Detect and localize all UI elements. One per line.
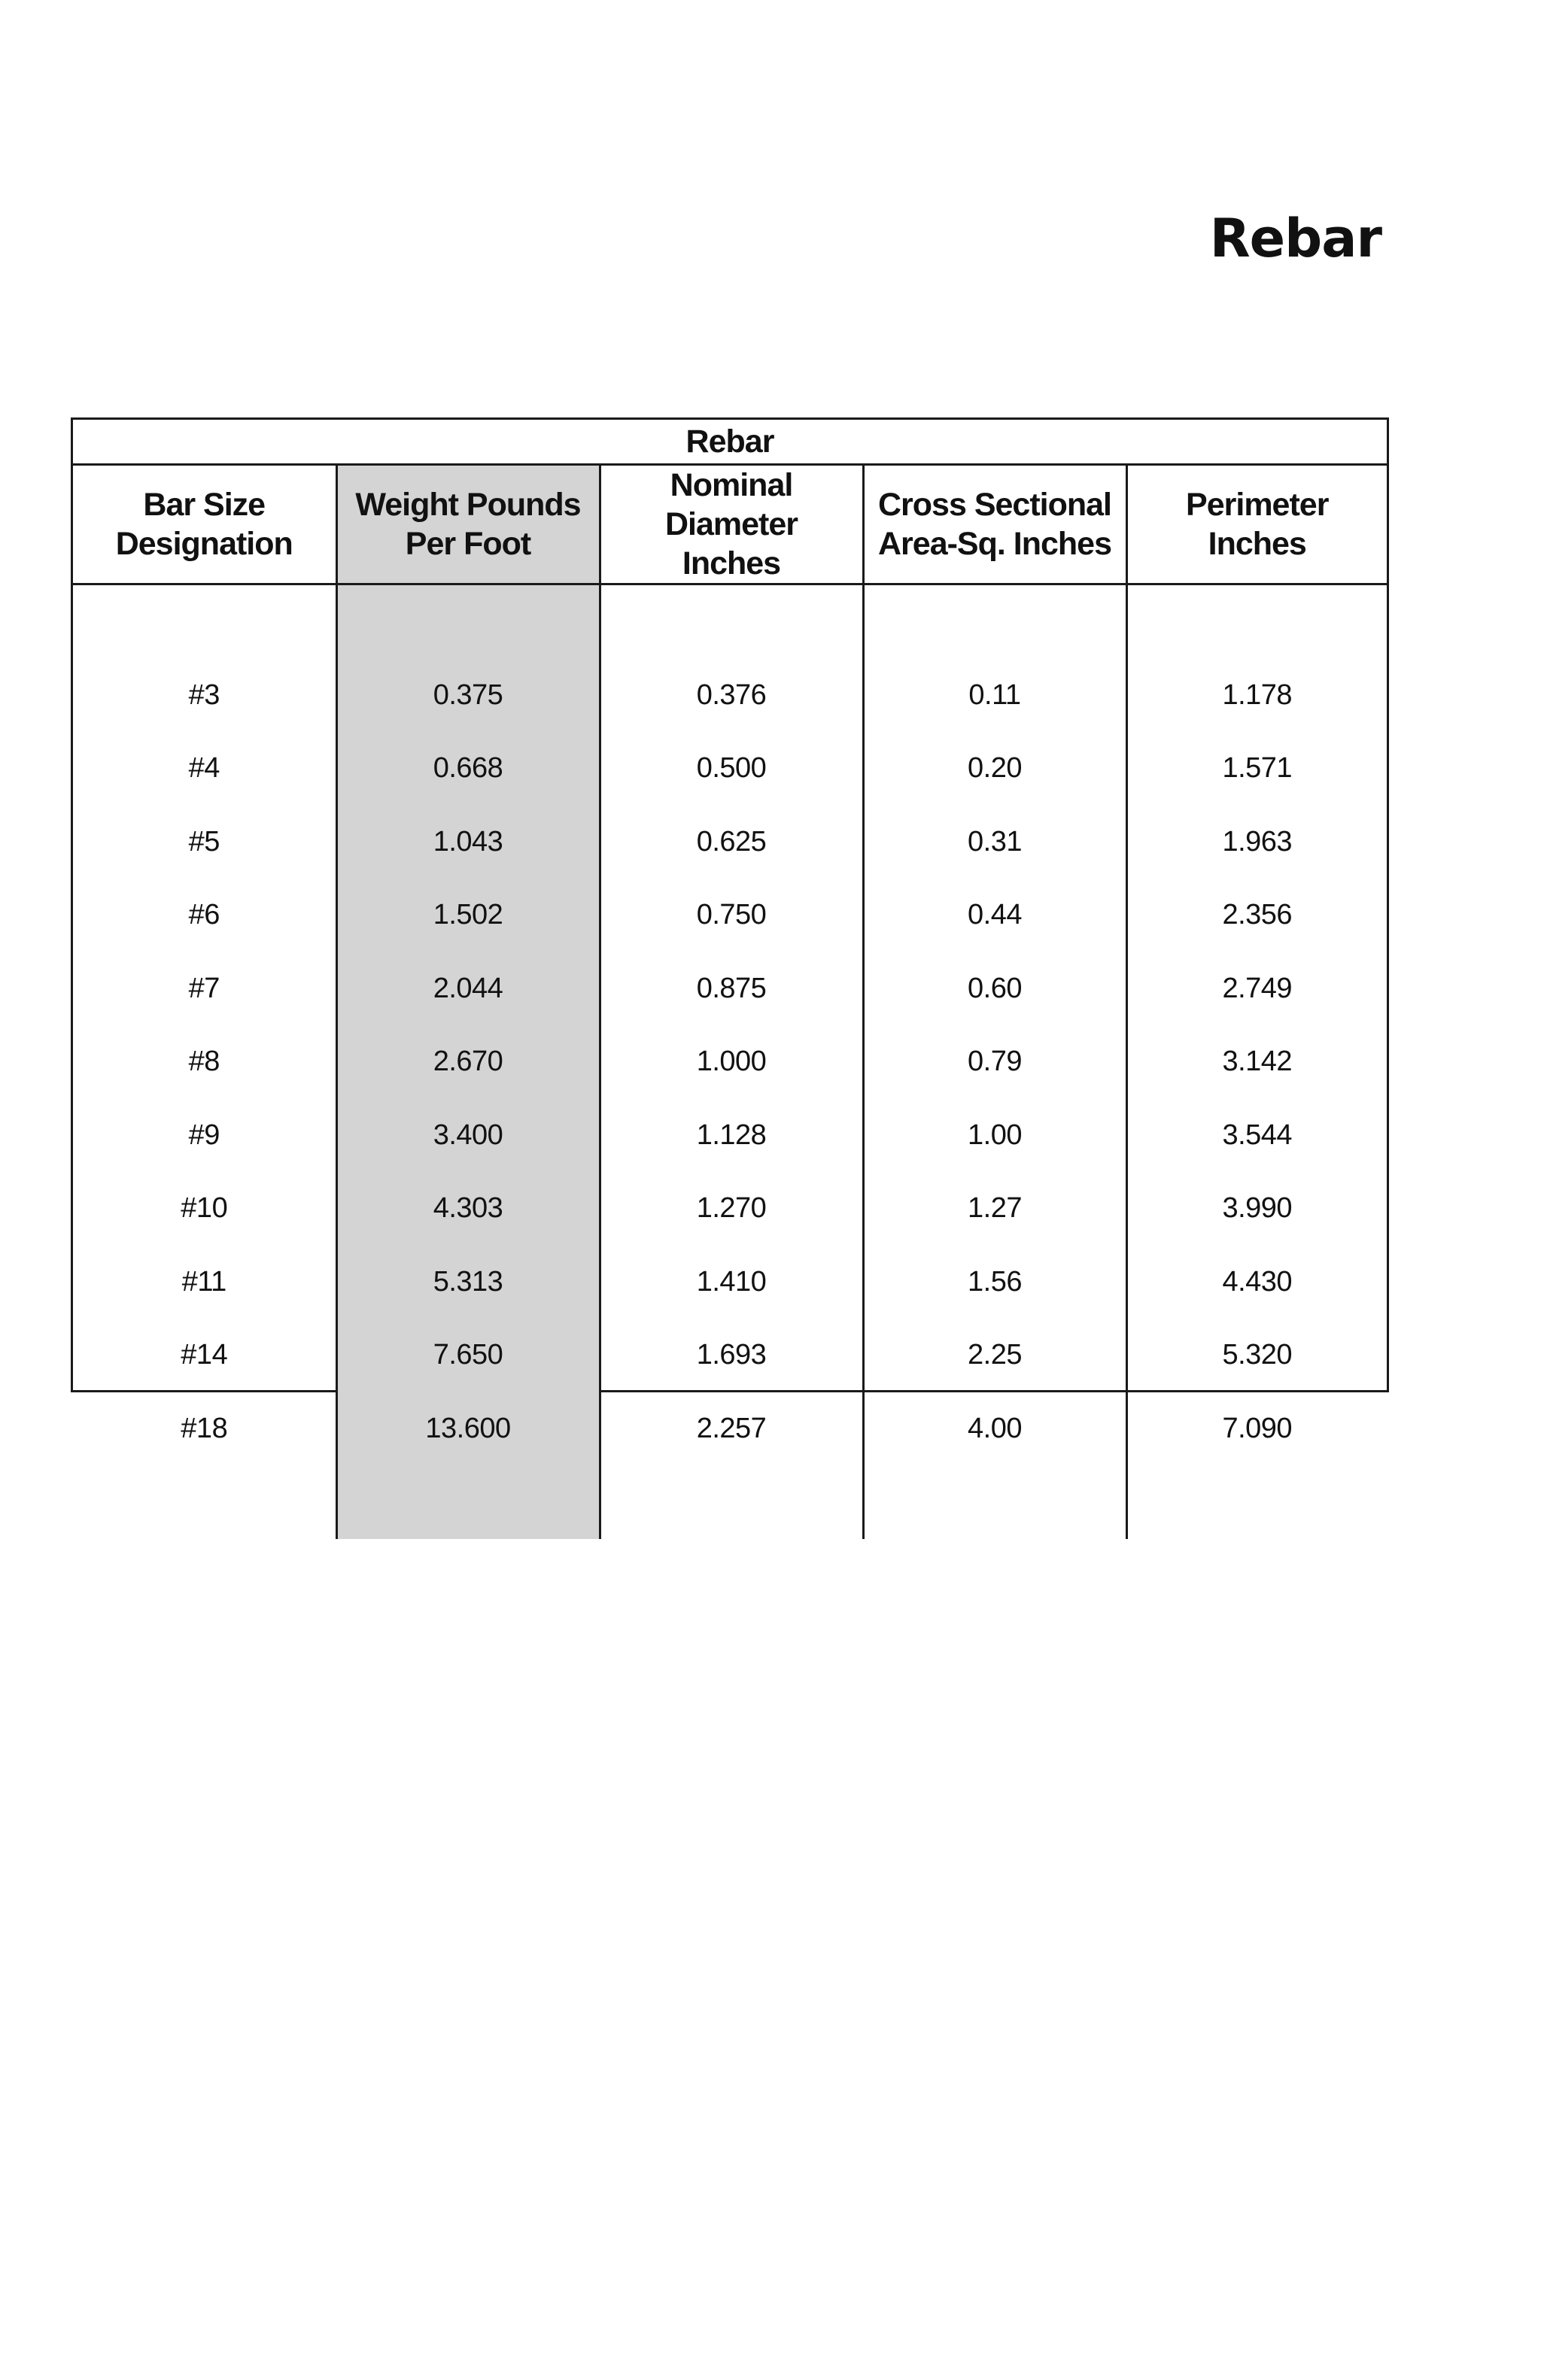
- area-cell: 1.56: [863, 1246, 1126, 1319]
- area-cell: 0.20: [863, 732, 1126, 806]
- diameter-cell: 0.376: [600, 659, 863, 733]
- weight-cell: 0.668: [336, 732, 600, 806]
- perimeter-cell: 2.356: [1222, 899, 1293, 931]
- table-caption: Rebar: [73, 420, 1387, 465]
- weight-cell: 1.043: [336, 806, 600, 879]
- diameter-cell: 0.500: [600, 732, 863, 806]
- column-header-line: Cross Sectional: [878, 487, 1111, 523]
- area-cell: 2.25: [863, 1319, 1126, 1392]
- column-header-line: Area-Sq. Inches: [878, 526, 1111, 562]
- spacer-cell: [336, 1465, 600, 1539]
- column-header-line: Weight Pounds: [355, 487, 581, 523]
- column-header-line: Inches: [1208, 526, 1306, 562]
- bar-size-cell: #14: [73, 1319, 336, 1392]
- table-row: [73, 1392, 1387, 1466]
- perimeter-cell: 2.749: [1222, 972, 1293, 1004]
- diameter-cell: 0.875: [600, 952, 863, 1026]
- table-row: [73, 732, 1387, 806]
- bar-size-cell: #8: [73, 1025, 336, 1099]
- spacer-cell: [336, 584, 600, 659]
- area-cell: 0.11: [863, 659, 1126, 733]
- column-header-line: Perimeter: [1186, 487, 1329, 523]
- column-header-perimeter: [1126, 465, 1387, 584]
- area-cell: 1.27: [863, 1172, 1126, 1246]
- table-spacer: [73, 584, 1387, 659]
- diameter-cell: 2.257: [600, 1392, 863, 1466]
- perimeter-cell: 3.544: [1222, 1119, 1293, 1151]
- diameter-cell: 1.000: [600, 1025, 863, 1099]
- area-cell: 0.31: [863, 806, 1126, 879]
- column-header-area: [863, 465, 1126, 584]
- diameter-cell: 0.625: [600, 806, 863, 879]
- bar-size-cell: #4: [73, 732, 336, 806]
- perimeter-cell: 1.571: [1222, 752, 1293, 785]
- bar-size-cell: #6: [73, 879, 336, 952]
- column-header-line: Bar Size: [143, 487, 266, 523]
- table-row: [73, 1246, 1387, 1319]
- area-cell: 0.60: [863, 952, 1126, 1026]
- weight-cell: 3.400: [336, 1099, 600, 1173]
- bar-size-cell: #5: [73, 806, 336, 879]
- perimeter-cell: 7.090: [1222, 1412, 1293, 1444]
- spacer-cell: [863, 584, 1126, 659]
- weight-cell: 4.303: [336, 1172, 600, 1246]
- spacer-cell: [600, 584, 863, 659]
- perimeter-cell: 3.142: [1222, 1046, 1293, 1078]
- perimeter-cell: 3.990: [1222, 1192, 1293, 1225]
- spacer-cell: [1126, 584, 1387, 659]
- spacer-cell: [863, 1465, 1126, 1539]
- weight-cell: 0.375: [336, 659, 600, 733]
- bar-size-cell: #11: [73, 1246, 336, 1319]
- table-row: [73, 952, 1387, 1026]
- weight-cell: 13.600: [336, 1392, 600, 1466]
- rebar-table: [73, 420, 1387, 1539]
- area-cell: 0.79: [863, 1025, 1126, 1099]
- column-header-line: Inches: [682, 545, 781, 581]
- spacer-cell: [73, 1465, 336, 1539]
- perimeter-cell: 1.178: [1222, 678, 1293, 711]
- rebar-table-container: [71, 417, 1389, 1444]
- bar-size-cell: #3: [73, 659, 336, 733]
- column-header-line: Per Foot: [405, 526, 531, 562]
- area-cell: 1.00: [863, 1099, 1126, 1173]
- column-header-line: Nominal Diameter: [664, 467, 798, 542]
- weight-cell: 2.044: [336, 952, 600, 1026]
- page-title: Rebar: [1209, 208, 1381, 269]
- weight-cell: 7.650: [336, 1319, 600, 1392]
- diameter-cell: 1.693: [600, 1319, 863, 1392]
- perimeter-cell: 5.320: [1222, 1339, 1293, 1371]
- column-header-diameter: [600, 465, 863, 584]
- column-header-weight: [336, 465, 600, 584]
- perimeter-cell: 4.430: [1222, 1265, 1293, 1298]
- table-row: [73, 659, 1387, 733]
- column-header-line: Designation: [115, 526, 293, 562]
- table-row: [73, 806, 1387, 879]
- table-body: [73, 584, 1387, 1539]
- diameter-cell: 1.270: [600, 1172, 863, 1246]
- weight-cell: 5.313: [336, 1246, 600, 1319]
- spacer-cell: [600, 1465, 863, 1539]
- table-row: [73, 1172, 1387, 1246]
- bar-size-cell: #7: [73, 952, 336, 1026]
- column-header-bar-size: [73, 465, 336, 584]
- table-row: [73, 1099, 1387, 1173]
- area-cell: 4.00: [863, 1392, 1126, 1466]
- bar-size-cell: #18: [73, 1392, 336, 1466]
- weight-cell: 1.502: [336, 879, 600, 952]
- table-row: [73, 1319, 1387, 1392]
- weight-cell: 2.670: [336, 1025, 600, 1099]
- table-row: [73, 1025, 1387, 1099]
- diameter-cell: 1.128: [600, 1099, 863, 1173]
- spacer-cell: [1126, 1465, 1387, 1539]
- area-cell: 0.44: [863, 879, 1126, 952]
- perimeter-cell: 1.963: [1222, 825, 1293, 858]
- diameter-cell: 1.410: [600, 1246, 863, 1319]
- table-row: [73, 879, 1387, 952]
- table-spacer: [73, 1465, 1387, 1539]
- diameter-cell: 0.750: [600, 879, 863, 952]
- bar-size-cell: #10: [73, 1172, 336, 1246]
- spacer-cell: [73, 584, 336, 659]
- bar-size-cell: #9: [73, 1099, 336, 1173]
